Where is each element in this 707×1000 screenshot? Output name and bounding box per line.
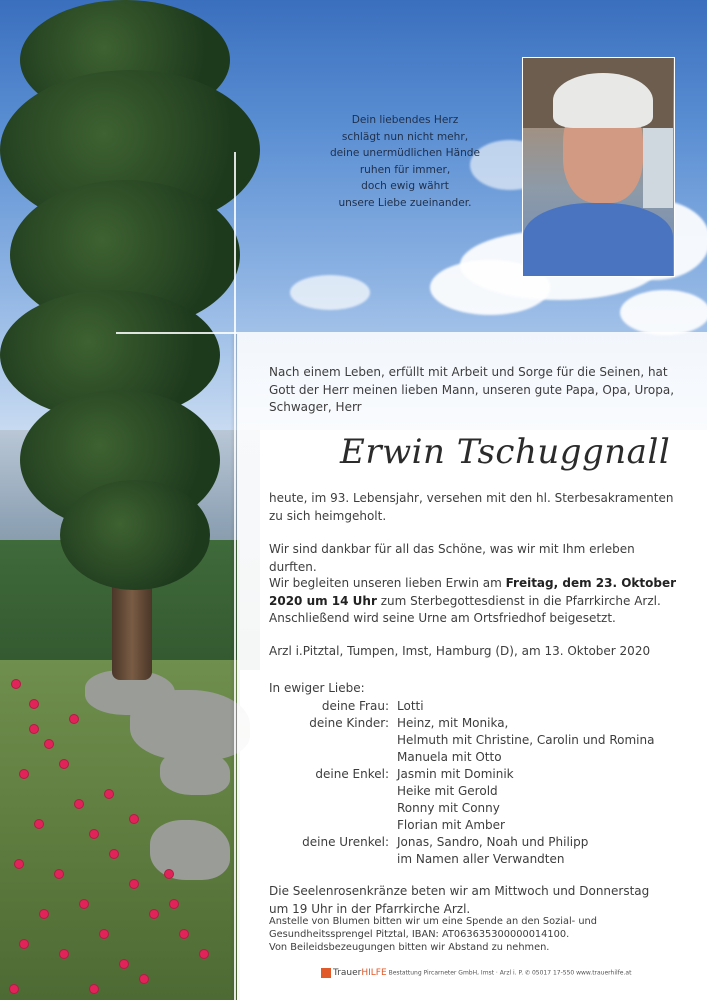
in-love-label: In ewiger Liebe: (269, 681, 365, 695)
deceased-name: Erwin Tschuggnall (340, 432, 671, 472)
family-row-value: Florian mit Amber (397, 818, 505, 832)
family-row (269, 766, 514, 783)
trauerhilfe-logo-icon (321, 968, 331, 978)
logo-text-b: HILFE (361, 968, 387, 978)
paragraph-thanks: Wir sind dankbar für all das Schöne, was wir mit Ihm erleben durften. (269, 542, 635, 574)
flower-icon (35, 820, 43, 828)
family-row-label: deine Enkel: (315, 767, 389, 781)
footer (321, 968, 631, 978)
family-row-value: Heike mit Gerold (397, 784, 498, 798)
flower-icon (150, 910, 158, 918)
family-row-label: deine Kinder: (309, 716, 389, 730)
family-row-label: deine Urenkel: (302, 835, 389, 849)
cross-horizontal-beam (116, 332, 707, 334)
flower-icon (90, 985, 98, 993)
poem-line: schlägt nun nicht mehr, (341, 130, 469, 143)
family-row-label: deine Frau: (321, 699, 389, 713)
family-row (269, 800, 500, 817)
photo-window (643, 128, 673, 208)
intro-text: Nach einem Leben, erfüllt mit Arbeit und Sorge für die Seinen, hat Gott der Herr meinen lieben Mann, unseren gute Papa, Opa, Uropa, Schwager, Herr (269, 365, 675, 414)
photo-hair (553, 73, 653, 128)
flower-icon (70, 715, 78, 723)
place-date: Arzl i.Pitztal, Tumpen, Imst, Hamburg (D), am 13. Oktober 2020 (269, 644, 651, 658)
family-row-value: Helmuth mit Christine, Carolin und Romina (397, 733, 655, 747)
flower-icon (60, 760, 68, 768)
flower-icon (180, 930, 188, 938)
family-row-value: Jonas, Sandro, Noah und Philipp (397, 835, 589, 849)
funeral-date: Freitag, dem 23. Oktober 2020 um 14 Uhr (269, 576, 677, 608)
family-row-value: Heinz, mit Monika, (397, 716, 509, 730)
flower-icon (90, 830, 98, 838)
flower-icon (100, 930, 108, 938)
family-rows (269, 698, 655, 868)
flower-icon (45, 740, 53, 748)
poem-line: Dein liebendes Herz (351, 114, 459, 126)
flower-icon (55, 870, 63, 878)
flower-icon (75, 800, 83, 808)
flower-icon (110, 850, 118, 858)
family-row (269, 834, 589, 851)
flower-icon (80, 900, 88, 908)
in-love-heading (269, 680, 365, 698)
donation-text: Anstelle von Blumen bitten wir um eine Spende an den Sozial- und Gesundheitssprengel Pitztal, IBAN: AT063635300000014100. (269, 916, 597, 940)
footer-info: Bestattung Pircarneter GmbH, Imst · Arzl i. P. ✆ 05017 17-550 www.trauerhilfe.at (388, 969, 632, 977)
condolence-text: Von Beileidsbezeugungen bitten wir Abstand zu nehmen. (269, 942, 550, 953)
family-row-value: Lotti (397, 699, 424, 713)
flower-icon (140, 975, 148, 983)
flower-icon (15, 860, 23, 868)
flower-icon (165, 870, 173, 878)
flower-icon (105, 790, 113, 798)
flower-icon (20, 770, 28, 778)
family-row-value: Ronny mit Conny (397, 801, 500, 815)
flower-icon (30, 725, 38, 733)
family-row (269, 783, 498, 800)
poem-line: unsere Liebe zueinander. (338, 196, 472, 209)
cross-vertical-beam (234, 152, 236, 1000)
cloud (620, 290, 707, 335)
rock (150, 820, 230, 880)
flower-icon (130, 815, 138, 823)
flower-icon (30, 700, 38, 708)
poem (320, 112, 490, 211)
funeral-text: Wir begleiten unseren lieben Erwin am (269, 576, 506, 590)
rock (160, 750, 230, 795)
family-row-value: Jasmin mit Dominik (397, 767, 514, 781)
flower-icon (10, 985, 18, 993)
family-row (269, 817, 505, 834)
portrait-photo (522, 57, 675, 277)
family-row-value: Manuela mit Otto (397, 750, 502, 764)
family-list (269, 680, 655, 868)
poem-line: ruhen für immer, (359, 163, 451, 176)
poem-line: deine unermüdlichen Hände (329, 147, 481, 159)
logo-text-a: Trauer (333, 968, 362, 978)
cloud (290, 275, 370, 310)
poem-line: doch ewig währt (361, 180, 449, 192)
flower-icon (200, 950, 208, 958)
family-row (269, 715, 509, 732)
logo-text (333, 968, 387, 978)
flower-icon (170, 900, 178, 908)
rosary-text: Die Seelenrosenkränze beten wir am Mittwoch und Donnerstag um 19 Uhr in der Pfarrkirche Arzl. (269, 884, 650, 916)
flower-icon (40, 910, 48, 918)
family-row (269, 749, 502, 766)
paragraph-funeral (269, 575, 679, 628)
family-row-value: im Namen aller Verwandten (397, 852, 565, 866)
flower-icon (60, 950, 68, 958)
flower-icon (20, 940, 28, 948)
family-row (269, 732, 655, 749)
family-row (269, 698, 424, 715)
flower-icon (120, 960, 128, 968)
photo-shirt (523, 203, 673, 277)
flower-icon (12, 680, 20, 688)
flower-icon (130, 880, 138, 888)
tree-foliage (60, 480, 210, 590)
paragraph-death: heute, im 93. Lebensjahr, versehen mit den hl. Sterbesakramenten zu sich heimgeholt. (269, 491, 674, 523)
funeral-text-rest: zum Sterbegottesdienst in die Pfarrkirche Arzl. Anschließend wird seine Urne am Ortsfriedhof beigesetzt. (269, 593, 661, 625)
family-row (269, 851, 565, 868)
